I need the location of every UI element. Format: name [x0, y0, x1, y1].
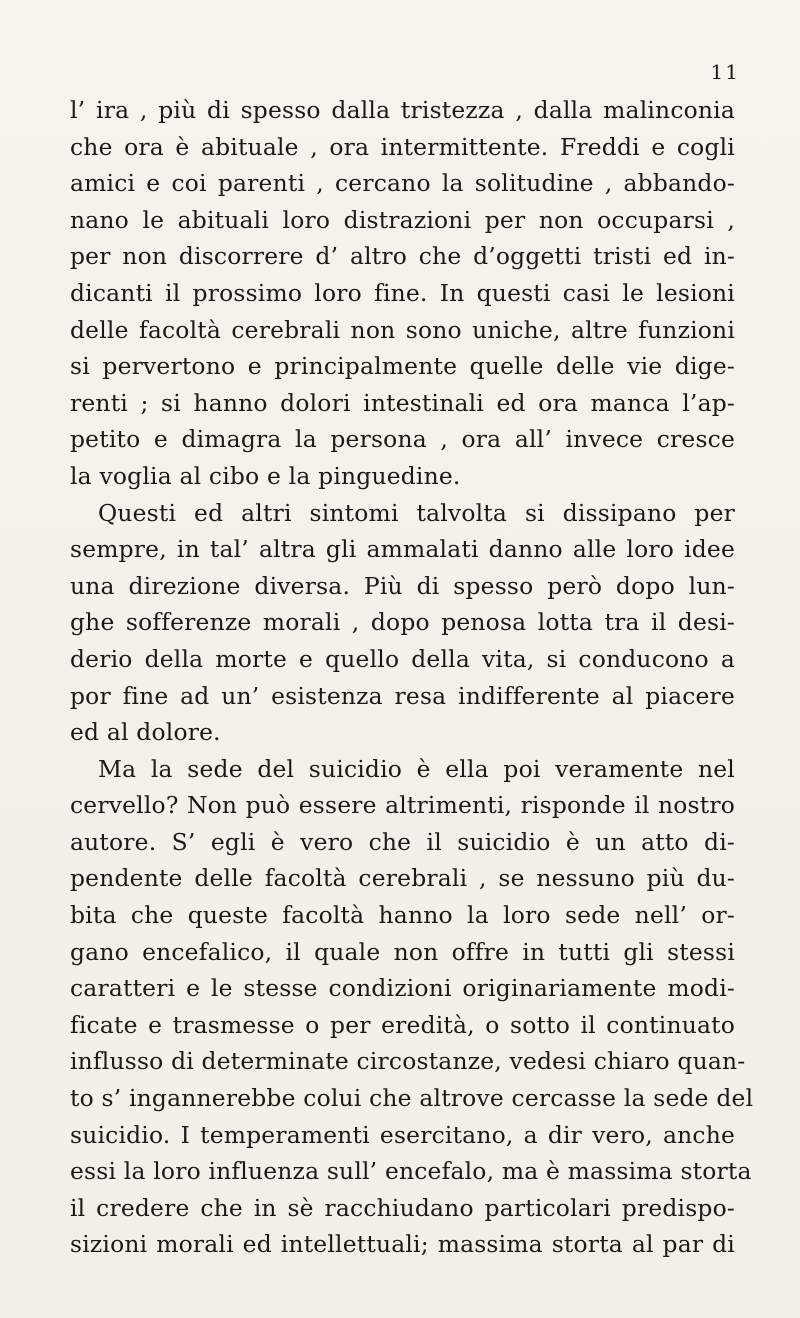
- text-line: Questi ed altri sintomi talvolta si dissipano per: [98, 498, 735, 527]
- text-line: dicanti il prossimo loro fine. In questi casi le lesioni: [70, 278, 735, 307]
- text-line: Ma la sede del suicidio è ella poi veramente nel: [98, 754, 735, 783]
- text-line: ed al dolore.: [70, 718, 221, 747]
- text-line: che ora è abituale , ora intermittente. Freddi e cogli: [70, 132, 735, 161]
- text-line: ficate e trasmesse o per eredità, o sotto il continuato: [70, 1010, 735, 1039]
- text-line: sempre, in tal’ altra gli ammalati danno alle loro idee: [70, 535, 735, 564]
- text-line: renti ; si hanno dolori intestinali ed ora manca l’ap-: [70, 388, 735, 417]
- text-line: delle facoltà cerebrali non sono uniche, altre funzioni: [70, 315, 735, 344]
- text-line: si pervertono e principalmente quelle delle vie dige-: [70, 352, 735, 381]
- text-line: caratteri e le stesse condizioni originariamente modi-: [70, 974, 735, 1003]
- text-line: autore. S’ egli è vero che il suicidio è un atto di-: [70, 827, 735, 856]
- text-line: suicidio. I temperamenti esercitano, a dir vero, anche: [70, 1120, 735, 1149]
- text-line: por fine ad un’ esistenza resa indifferente al piacere: [70, 681, 735, 710]
- text-line: cervello? Non può essere altrimenti, risponde il nostro: [70, 791, 735, 820]
- text-line: una direzione diversa. Più di spesso però dopo lun-: [70, 571, 735, 600]
- text-line: influsso di determinate circostanze, vedesi chiaro quan-: [70, 1047, 746, 1076]
- text-line: l’ ira , più di spesso dalla tristezza , dalla malinconia: [70, 96, 735, 124]
- body-text: [70, 92, 754, 1263]
- text-line: pendente delle facoltà cerebrali , se nessuno più du-: [70, 864, 735, 893]
- text-line: petito e dimagra la persona , ora all’ invece cresce: [70, 425, 735, 454]
- text-line: amici e coi parenti , cercano la solitudine , abbando-: [70, 169, 735, 198]
- text-line: ghe sofferenze morali , dopo penosa lotta tra il desi-: [70, 608, 735, 637]
- text-line: il credere che in sè racchiudano particolari predispo-: [70, 1193, 735, 1222]
- text-line: nano le abituali loro distrazioni per non occuparsi ,: [70, 205, 735, 234]
- text-line: sizioni morali ed intellettuali; massima storta al par di: [70, 1230, 735, 1259]
- page-number: 11: [710, 60, 740, 84]
- text-line: per non discorrere d’ altro che d’oggetti tristi ed in-: [70, 242, 735, 271]
- text-line: to s’ ingannerebbe colui che altrove cercasse la sede del: [70, 1084, 754, 1113]
- text-line: bita che queste facoltà hanno la loro sede nell’ or-: [70, 901, 735, 930]
- text-line: derio della morte e quello della vita, si conducono a: [70, 644, 735, 673]
- text-line: gano encefalico, il quale non offre in tutti gli stessi: [70, 937, 735, 966]
- text-line: essi la loro influenza sull’ encefalo, ma è massima storta: [70, 1157, 752, 1186]
- text-line: la voglia al cibo e la pinguedine.: [70, 461, 461, 490]
